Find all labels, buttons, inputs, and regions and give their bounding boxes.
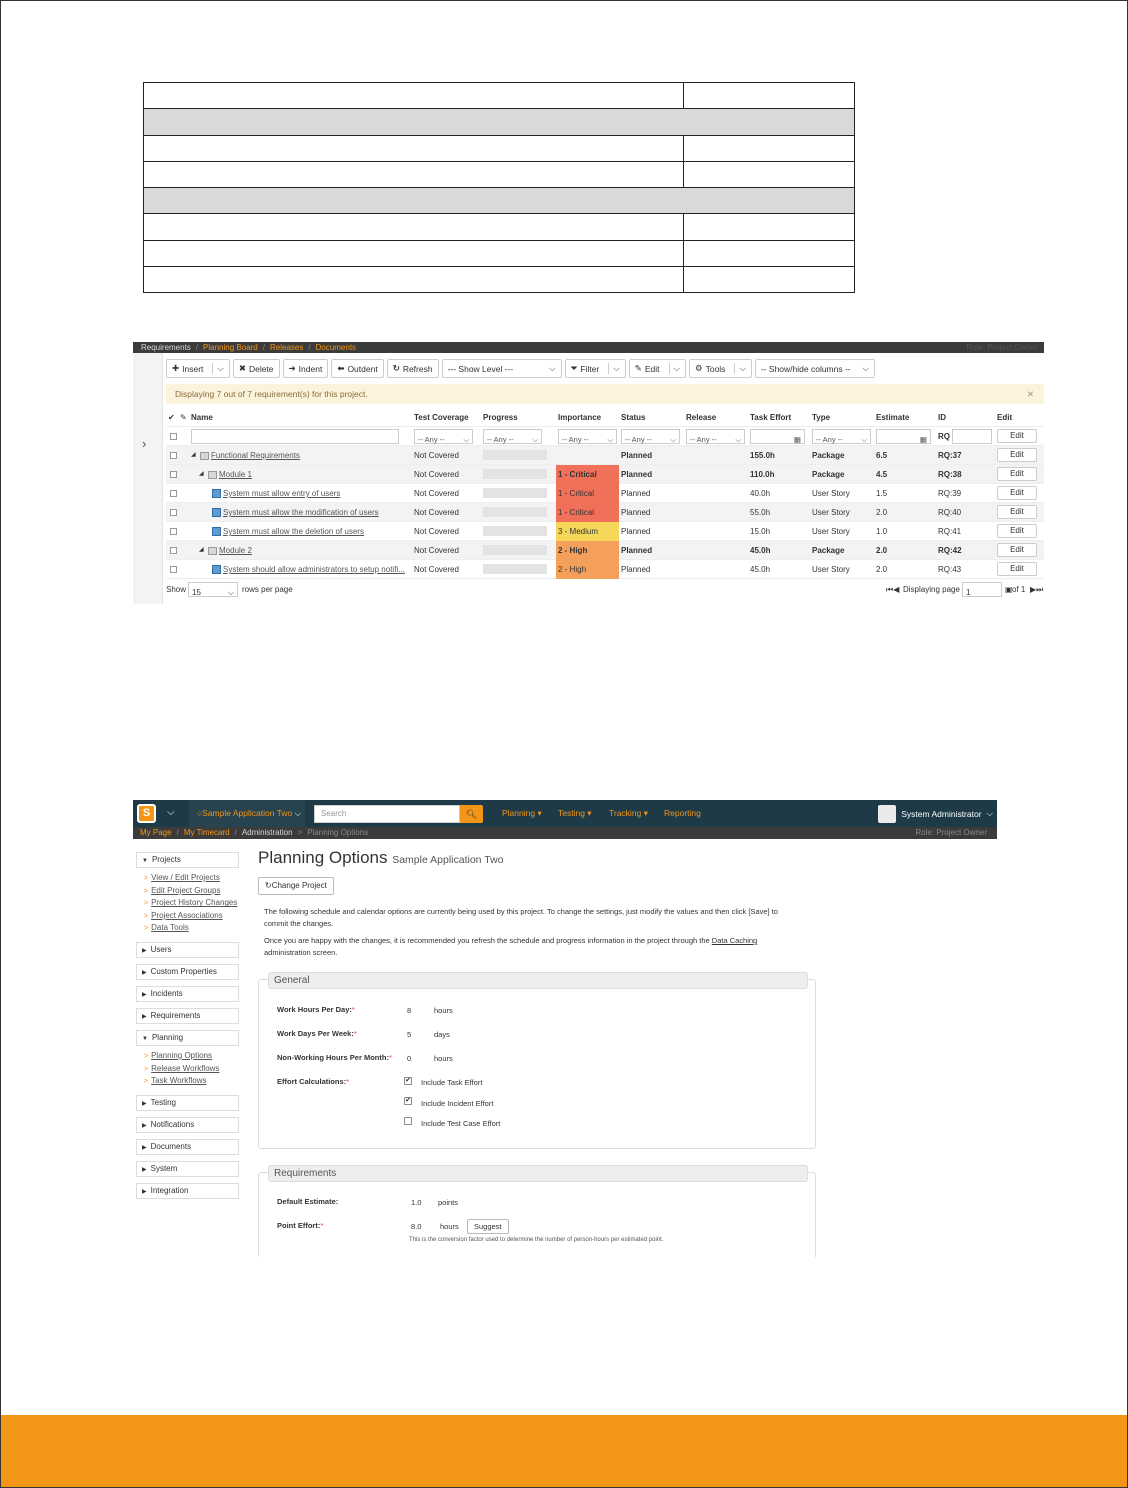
requirements-panel — [258, 1168, 816, 1257]
caret-right-icon: ▶ — [142, 969, 147, 976]
suggest-button[interactable]: Suggest — [467, 1219, 509, 1234]
chevron-down-icon: ⌵ — [294, 808, 302, 818]
row-type: Package — [812, 451, 845, 460]
main-content — [258, 848, 997, 1243]
progress-bar — [483, 450, 547, 460]
general-panel — [258, 975, 816, 1149]
progress-bar — [483, 469, 547, 479]
point-effort-label: Point Effort:* — [277, 1221, 324, 1230]
menu-reporting[interactable]: Reporting — [664, 808, 701, 818]
sidebar-custom-properties[interactable]: ▶ Custom Properties — [136, 964, 239, 980]
role-label: Role: Project Owner — [915, 828, 987, 837]
row-checkbox[interactable] — [170, 528, 177, 535]
coverage-filter-select[interactable]: -- Any -- ⌵ — [414, 429, 473, 444]
rows-per-page-select[interactable]: 15 ⌵ — [188, 582, 238, 597]
crumb-planning-board[interactable]: Planning Board — [203, 343, 258, 352]
row-checkbox[interactable] — [170, 547, 177, 554]
projects-submenu — [144, 872, 239, 935]
filter-checkbox[interactable] — [170, 433, 177, 440]
row-name[interactable]: Module 2 — [219, 546, 252, 555]
grid-header — [166, 408, 1044, 427]
sidebar-item-planning-options[interactable]: > Planning Options — [144, 1050, 213, 1060]
displaying-page-label: Displaying page — [903, 585, 960, 594]
non-working-value[interactable]: 0 — [407, 1054, 412, 1063]
rows-per-page-label: rows per page — [242, 585, 293, 594]
sidebar-projects[interactable]: ▼ Projects — [136, 852, 239, 868]
estimate-filter-input[interactable] — [876, 429, 931, 444]
row-estimate: 1.0 — [876, 527, 888, 536]
sidebar-integration[interactable]: ▶ Integration — [136, 1183, 239, 1199]
row-coverage: Not Covered — [414, 527, 459, 536]
row-name[interactable]: System should allow administrators to setup notifi... — [223, 565, 405, 574]
caret-right-icon: ▶ — [142, 1188, 147, 1195]
row-id: RQ:40 — [938, 508, 962, 517]
col-importance[interactable]: Importance — [558, 413, 602, 422]
row-checkbox[interactable] — [170, 490, 177, 497]
row-effort: 15.0h — [750, 527, 771, 536]
col-task-effort[interactable]: Task Effort — [750, 413, 792, 422]
chevron-down-icon[interactable]: ⌵ — [669, 363, 680, 374]
row-id: RQ:42 — [938, 546, 962, 555]
first-prev-page-icon[interactable]: ⏮◀ — [886, 585, 900, 594]
row-coverage: Not Covered — [414, 470, 459, 479]
row-effort: 155.0h — [750, 451, 775, 460]
chevron-down-icon: ⌵ — [463, 435, 469, 444]
chevron-down-icon[interactable]: ⌵ — [212, 363, 223, 374]
sidebar-item-project-history[interactable]: > Project History Changes — [144, 898, 238, 908]
row-effort: 45.0h — [750, 546, 771, 555]
search-icon: 🔍︎ — [465, 809, 478, 819]
edit-button[interactable]: ✎ Edit ⌵ — [629, 359, 686, 378]
name-filter-input[interactable] — [191, 429, 399, 444]
edit-pencil-icon: ✎ — [180, 413, 187, 422]
row-name[interactable]: Functional Requirements — [211, 451, 300, 460]
col-release[interactable]: Release — [686, 413, 717, 422]
row-coverage: Not Covered — [414, 508, 459, 517]
include-task-checkbox[interactable]: ✔ — [405, 1077, 411, 1084]
collapse-icon[interactable]: ◢ — [191, 452, 196, 458]
row-type: User Story — [812, 527, 850, 536]
point-effort-hint: This is the conversion factor used to determine the number of person-hours per estimated point. — [409, 1237, 664, 1243]
chevron-down-icon: ⌵ — [986, 808, 993, 818]
row-status: Planned — [621, 527, 651, 536]
table-row[interactable] — [166, 541, 1044, 560]
row-type: User Story — [812, 489, 850, 498]
col-id[interactable]: ID — [938, 413, 946, 422]
sidebar-users[interactable]: ▶ Users — [136, 942, 239, 958]
col-progress[interactable]: Progress — [483, 413, 518, 422]
toolbar — [166, 359, 875, 379]
show-level-select[interactable]: --- Show Level --- ⌵ — [442, 359, 562, 378]
row-checkbox[interactable] — [170, 471, 177, 478]
sidebar-requirements[interactable]: ▶ Requirements — [136, 1008, 239, 1024]
caret-down-icon: ▼ — [142, 858, 148, 864]
chevron-down-icon[interactable]: ⌵ — [734, 363, 745, 374]
chevron-down-icon[interactable]: ⌵ — [167, 807, 175, 818]
include-task-label: Include Task Effort — [421, 1078, 483, 1087]
type-filter-select[interactable]: -- Any -- ⌵ — [812, 429, 871, 444]
crumb-planning-options: Planning Options — [307, 828, 369, 837]
work-days-unit: days — [434, 1030, 450, 1039]
requirements-grid — [166, 408, 1044, 579]
row-id: RQ:43 — [938, 565, 962, 574]
row-id: RQ:41 — [938, 527, 962, 536]
caret-right-icon: ▶ — [142, 1100, 147, 1107]
row-importance: 2 - High — [556, 541, 619, 560]
importance-filter-select[interactable]: -- Any -- ⌵ — [558, 429, 617, 444]
work-hours-value[interactable]: 8 — [407, 1006, 412, 1015]
row-name[interactable]: System must allow the modification of users — [223, 508, 379, 517]
user-menu[interactable]: System Administrator ⌵ — [878, 804, 993, 823]
caret-right-icon: ▶ — [142, 1122, 147, 1129]
row-name[interactable]: Module 1 — [219, 470, 252, 479]
grid-footer — [166, 580, 1044, 600]
work-hours-unit: hours — [434, 1006, 453, 1015]
page-count-label: of 1 — [1012, 585, 1026, 594]
row-coverage: Not Covered — [414, 565, 459, 574]
row-importance: 3 - Medium — [556, 522, 619, 541]
tools-button[interactable]: ⚙ Tools ⌵ — [689, 359, 752, 378]
filter-button[interactable]: ⏷ Filter ⌵ — [565, 359, 626, 378]
calculator-icon[interactable]: ▦ — [793, 435, 801, 444]
page-title: Planning Options Sample Application Two — [258, 848, 504, 867]
breadcrumb: Requirements / Planning Board / Releases / Documents Role: Project Owner — [133, 342, 1044, 353]
work-days-label: Work Days Per Week:* — [277, 1029, 357, 1038]
caret-right-icon: ▶ — [142, 991, 147, 998]
status-filter-select[interactable]: -- Any -- ⌵ — [621, 429, 680, 444]
indent-button[interactable]: ➜ Indent — [283, 359, 329, 378]
row-status: Planned — [621, 470, 653, 479]
col-test-coverage[interactable]: Test Coverage — [414, 413, 469, 422]
caching-paragraph: Once you are happy with the changes, it is recommended you refresh the schedule and progress information in the project through the Data Caching administration screen. — [264, 936, 758, 957]
sidebar-item-data-tools[interactable]: > Data Tools — [144, 923, 189, 933]
select-all-check-icon[interactable]: ✔ — [168, 413, 175, 422]
show-hide-columns-select[interactable]: -- Show/hide columns -- ⌵ — [755, 359, 875, 378]
folder-icon — [200, 452, 209, 460]
chevron-down-icon[interactable]: ⌵ — [608, 363, 619, 374]
next-last-page-icon[interactable]: ▶⏭ — [1030, 585, 1044, 594]
refresh-icon: ↻ — [265, 881, 272, 890]
notice-text: Displaying 7 out of 7 requirement(s) for this project. — [175, 389, 368, 399]
sidebar-item-view-edit-projects[interactable]: > View / Edit Projects — [144, 873, 220, 882]
caret-right-icon: ▶ — [142, 1166, 147, 1173]
chevron-down-icon: ⌵ — [862, 363, 869, 373]
insert-button[interactable]: ✚ Insert ⌵ — [166, 359, 230, 378]
row-estimate: 1.5 — [876, 489, 888, 498]
blank-table — [143, 82, 855, 293]
table-row[interactable] — [166, 560, 1044, 579]
row-id: RQ:37 — [938, 451, 962, 460]
work-hours-label: Work Hours Per Day:* — [277, 1005, 355, 1014]
row-edit-button[interactable]: Edit — [997, 448, 1037, 462]
progress-bar — [483, 564, 547, 574]
row-status: Planned — [621, 565, 651, 574]
go-page-icon[interactable]: ▣ — [1005, 585, 1013, 594]
general-heading: General — [268, 972, 808, 989]
point-effort-value[interactable]: 8.0 — [411, 1222, 422, 1231]
col-estimate[interactable]: Estimate — [876, 413, 910, 422]
menu-testing[interactable]: Testing ▾ — [558, 808, 592, 818]
row-name[interactable]: System must allow the deletion of users — [223, 527, 364, 536]
row-coverage: Not Covered — [414, 451, 459, 460]
arrow-right-icon: ➜ — [288, 363, 296, 373]
row-id: RQ:39 — [938, 489, 962, 498]
row-importance: 2 - High — [556, 560, 619, 579]
change-project-button[interactable]: ↻Change Project — [258, 877, 334, 895]
folder-icon — [208, 547, 217, 555]
sidebar-planning[interactable]: ▼ Planning — [136, 1030, 239, 1046]
row-estimate: 4.5 — [876, 470, 888, 479]
effort-filter-input[interactable] — [750, 429, 805, 444]
delete-icon: ✖ — [238, 363, 246, 373]
admin-sidebar — [136, 852, 239, 1205]
col-edit: Edit — [997, 413, 1013, 422]
page-input[interactable]: 1 — [962, 582, 1002, 597]
progress-bar — [483, 545, 547, 555]
col-status[interactable]: Status — [621, 413, 646, 422]
folder-icon — [208, 471, 217, 479]
caret-down-icon: ▼ — [142, 1035, 148, 1042]
row-effort: 40.0h — [750, 489, 771, 498]
table-row[interactable] — [166, 465, 1044, 484]
page-subtitle: Sample Application Two — [392, 854, 504, 866]
planning-options-screenshot — [133, 800, 997, 1257]
row-estimate: 2.0 — [876, 546, 888, 555]
search-input[interactable]: Search — [314, 805, 460, 823]
row-type: Package — [812, 470, 845, 479]
sidebar-item-edit-project-groups[interactable]: > Edit Project Groups — [144, 885, 221, 895]
row-edit-button[interactable]: Edit — [997, 467, 1037, 481]
menu-tracking[interactable]: Tracking ▾ — [609, 808, 648, 818]
default-estimate-label: Default Estimate: — [277, 1197, 339, 1206]
crumb-requirements[interactable]: Requirements — [141, 343, 191, 352]
project-icon: ○ — [197, 808, 203, 818]
row-effort: 45.0h — [750, 565, 771, 574]
crumb-administration[interactable]: Administration — [241, 828, 293, 837]
collapse-icon[interactable]: ◢ — [199, 547, 204, 553]
include-testcase-checkbox[interactable] — [404, 1117, 412, 1125]
crumb-my-page[interactable]: My Page — [140, 828, 172, 837]
crumb-releases[interactable]: Releases — [270, 343, 304, 352]
row-checkbox[interactable] — [170, 509, 177, 516]
default-estimate-value[interactable]: 1.0 — [411, 1198, 422, 1207]
chevron-down-icon: ⌵ — [227, 588, 234, 597]
row-importance: 1 - Critical — [556, 465, 619, 484]
sidebar-item-task-workflows[interactable]: > Task Workflows — [144, 1076, 207, 1086]
refresh-button[interactable]: ↻ Refresh — [387, 359, 439, 378]
row-coverage: Not Covered — [414, 489, 459, 498]
row-type: User Story — [812, 565, 850, 574]
requirement-icon — [212, 489, 221, 498]
row-estimate: 2.0 — [876, 508, 888, 517]
top-nav — [133, 800, 997, 827]
table-row[interactable] — [166, 522, 1044, 541]
effort-label: Effort Calculations:* — [277, 1077, 350, 1086]
table-row[interactable] — [166, 503, 1044, 522]
arrow-left-icon: ⬅ — [337, 363, 345, 373]
row-edit-button[interactable]: Edit — [997, 505, 1037, 519]
progress-filter-select[interactable]: -- Any -- ⌵ — [483, 429, 542, 444]
progress-bar — [483, 488, 547, 498]
progress-bar — [483, 507, 547, 517]
outdent-button[interactable]: ⬅ Outdent — [331, 359, 383, 378]
filter-edit-button[interactable]: Edit — [997, 429, 1037, 443]
caret-right-icon: ▶ — [142, 1013, 147, 1020]
chevron-down-icon: ⌵ — [670, 435, 676, 444]
row-edit-button[interactable]: Edit — [997, 486, 1037, 500]
row-estimate: 2.0 — [876, 565, 888, 574]
row-status: Planned — [621, 508, 651, 517]
row-status: Planned — [621, 489, 651, 498]
col-type[interactable]: Type — [812, 413, 831, 422]
intro-paragraph: The following schedule and calendar options are currently being used by this project. To change the settings, just modify the values and then click [Save] to commit the changes. — [264, 907, 778, 928]
chevron-down-icon: ⌵ — [735, 435, 741, 444]
refresh-icon: ↻ — [392, 363, 400, 373]
planning-submenu — [144, 1050, 239, 1088]
work-days-value[interactable]: 5 — [407, 1030, 412, 1039]
include-incident-checkbox[interactable]: ✔ — [405, 1097, 411, 1104]
id-filter-prefix: RQ — [938, 432, 950, 441]
row-importance: 1 - Critical — [556, 484, 619, 503]
sidebar-notifications[interactable]: ▶ Notifications — [136, 1117, 239, 1133]
sidebar-item-project-associations[interactable]: > Project Associations — [144, 910, 223, 920]
crumb-my-timecard[interactable]: My Timecard — [183, 828, 230, 837]
row-estimate: 6.5 — [876, 451, 888, 460]
project-selector[interactable]: ○Sample Application Two ⌵ — [189, 800, 305, 827]
sidebar-item-release-workflows[interactable]: > Release Workflows — [144, 1063, 220, 1073]
row-status: Planned — [621, 546, 653, 555]
caret-right-icon: ▶ — [142, 1144, 147, 1151]
app-logo[interactable]: S — [137, 804, 156, 823]
row-edit-button[interactable]: Edit — [997, 543, 1037, 557]
row-coverage: Not Covered — [414, 546, 459, 555]
notice-bar — [166, 384, 1044, 404]
col-name[interactable]: Name — [191, 413, 213, 422]
row-name[interactable]: System must allow entry of users — [223, 489, 341, 498]
row-type: Package — [812, 546, 845, 555]
sidebar-system[interactable]: ▶ System — [136, 1161, 239, 1177]
table-row[interactable] — [166, 446, 1044, 465]
close-icon[interactable]: ✕ — [1026, 389, 1034, 399]
filter-row — [166, 427, 1044, 446]
row-importance: 1 - Critical — [556, 503, 619, 522]
row-status: Planned — [621, 451, 653, 460]
include-incident-label: Include Incident Effort — [421, 1099, 494, 1108]
role-label: Role: Project Owner — [966, 343, 1038, 352]
calculator-icon[interactable]: ▦ — [919, 435, 927, 444]
menu-planning[interactable]: Planning ▾ — [502, 808, 542, 818]
table-row[interactable] — [166, 484, 1044, 503]
point-effort-unit: hours — [440, 1222, 459, 1231]
delete-button[interactable]: ✖ Delete — [233, 359, 280, 378]
row-checkbox[interactable] — [170, 452, 177, 459]
chevron-down-icon: ⌵ — [607, 435, 613, 444]
footer-bar — [0, 1415, 1128, 1488]
collapse-icon[interactable]: ◢ — [199, 471, 204, 477]
show-label: Show — [166, 585, 187, 594]
include-testcase-label: Include Test Case Effort — [421, 1119, 501, 1128]
sidebar-incidents[interactable]: ▶ Incidents — [136, 986, 239, 1002]
requirements-screenshot — [133, 342, 1044, 604]
search-button[interactable] — [460, 805, 483, 823]
breadcrumb: My Page / My Timecard / Administration > Planning Options Role: Project Owner — [133, 827, 997, 839]
non-working-unit: hours — [434, 1054, 453, 1063]
sidebar-testing[interactable]: ▶ Testing — [136, 1095, 239, 1111]
requirement-icon — [212, 508, 221, 517]
requirement-icon — [212, 527, 221, 536]
row-id: RQ:38 — [938, 470, 962, 479]
filter-icon: ⏷ — [570, 363, 578, 373]
row-checkbox[interactable] — [170, 566, 177, 573]
default-estimate-unit: points — [438, 1198, 459, 1207]
requirement-icon — [212, 565, 221, 574]
sidebar-documents[interactable]: ▶ Documents — [136, 1139, 239, 1155]
row-edit-button[interactable]: Edit — [997, 562, 1037, 576]
non-working-label: Non-Working Hours Per Month:* — [277, 1053, 392, 1062]
chevron-down-icon: ⌵ — [861, 435, 867, 444]
requirements-heading: Requirements — [268, 1165, 808, 1182]
chevron-down-icon: ⌵ — [549, 363, 556, 373]
caret-right-icon: ▶ — [142, 947, 147, 954]
gear-icon: ⚙ — [694, 363, 703, 373]
crumb-documents[interactable]: Documents — [315, 343, 357, 352]
row-effort: 110.0h — [750, 470, 775, 479]
chevron-down-icon: ⌵ — [532, 435, 538, 444]
progress-bar — [483, 526, 547, 536]
row-type: User Story — [812, 508, 850, 517]
side-panel[interactable] — [133, 353, 163, 604]
avatar — [878, 805, 896, 823]
row-edit-button[interactable]: Edit — [997, 524, 1037, 538]
data-caching-link[interactable]: Data Caching — [711, 936, 758, 945]
id-filter-input[interactable] — [952, 429, 992, 444]
expand-sidebar-icon[interactable]: › — [142, 436, 147, 451]
row-effort: 55.0h — [750, 508, 771, 517]
release-filter-select[interactable]: -- Any -- ⌵ — [686, 429, 745, 444]
edit-icon: ✎ — [634, 363, 642, 373]
plus-icon: ✚ — [172, 363, 180, 373]
